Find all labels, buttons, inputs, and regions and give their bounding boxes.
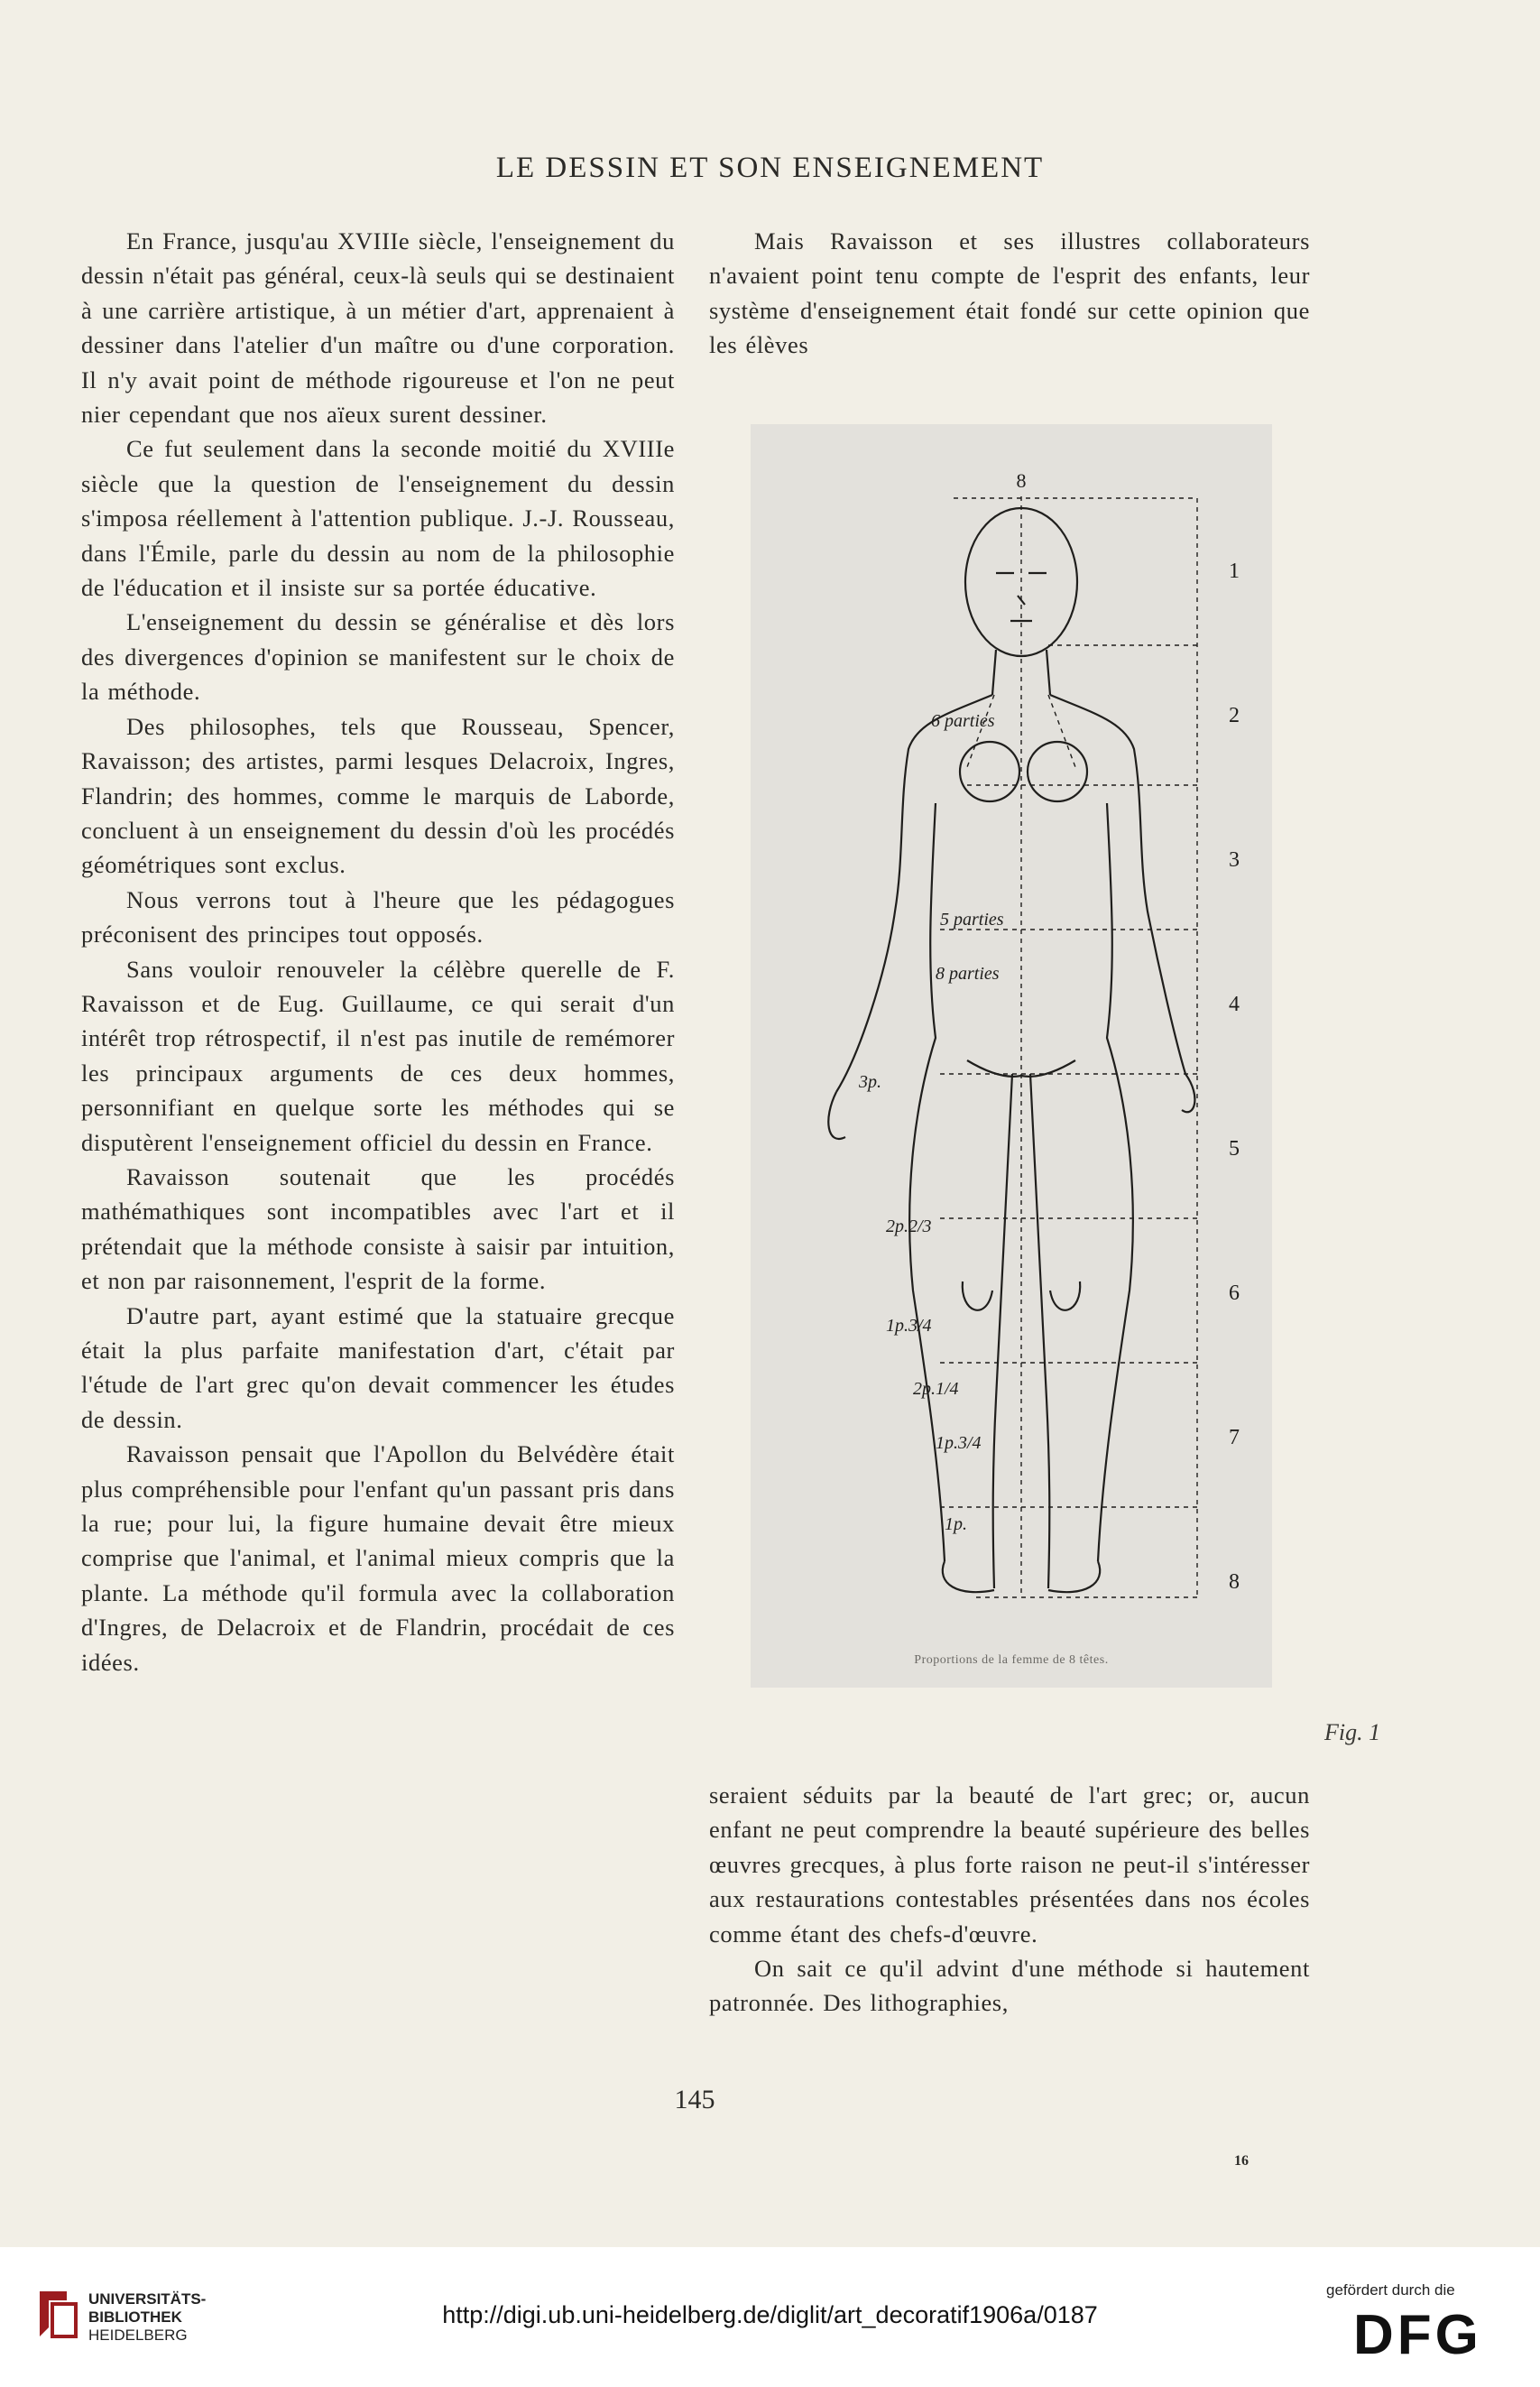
scale-number: 4 [1229,993,1240,1016]
sheet-number: 16 [1234,2153,1249,2169]
footer-bar [0,2247,1540,2387]
figure-annotation: 1p. [945,1514,967,1534]
figure-annotation: 2p.2/3 [886,1217,932,1236]
scale-number: 1 [1229,560,1240,583]
right-column-top [709,224,1310,363]
paragraph: Mais Ravaisson et ses illustres collaborateurs n'avaient point tenu compte de l'esprit des enfants, leur système d'enseignement était fondé sur cette opinion que les élèves [709,227,1310,359]
figure-top-mark: 8 [1016,469,1027,492]
paragraph: En France, jusqu'au XVIIIe siècle, l'enseignement du dessin n'était pas général, ceux-là seuls qui se destinaient à une carrière artistique, à un métier d'art, apprenaient à dessiner dans l'atelier d'un maître ou d'une corporation. Il n'y avait point de méthode rigoureuse et l'on ne peut nier cependant que nos aïeux surent dessiner. [81,227,675,429]
paragraph: seraient séduits par la beauté de l'art grec; or, aucun enfant ne peut comprendre la beauté supérieure des belles œuvres grecques, à plus forte raison ne peut-il s'intéresser aux restaurations contestables présentées dans nos écoles comme étant des chefs-d'œuvre. [709,1781,1310,1948]
proportion-figure-drawing [751,424,1272,1688]
figure-annotation: 1p.3/4 [936,1433,982,1453]
figure-annotation: 8 parties [936,964,1000,984]
paragraph: Ravaisson soutenait que les procédés mathémathiques sont incompatibles avec l'art et il prétendait que la méthode consiste à saisir par intuition, et non par raisonnement, l'esprit de la forme. [81,1162,675,1295]
paragraph: D'autre part, ayant estimé que la statuaire grecque était la plus parfaite manifestation d'art, c'était par l'étude de l'art grec qu'on devait commencer les études de dessin. [81,1301,675,1433]
figure-annotation: 3p. [859,1072,881,1092]
paragraph: L'enseignement du dessin se généralise et dès lors des divergences d'opinion se manifestent sur le choix de la méthode. [81,608,675,706]
figure-annotation: 5 parties [940,910,1004,930]
library-line: UNIVERSITÄTS- [88,2290,207,2308]
right-column-bottom [709,1778,1310,2021]
sponsor-tagline: gefördert durch die [1326,2281,1455,2299]
paragraph: Nous verrons tout à l'heure que les pédagogues préconisent des principes tout opposés. [81,885,675,948]
left-column [81,224,675,1679]
figure-caption: Proportions de la femme de 8 têtes. [914,1653,1109,1667]
paragraph: Sans vouloir renouveler la célèbre querelle de F. Ravaisson et de Eug. Guillaume, ce qui serait d'un intérêt trop rétrospectif, il n'est pas inutile de remémorer les principaux arguments de ces deux hommes, personnifiant en quelque sorte les méthodes qui se disputèrent l'enseignement officiel du dessin en France. [81,955,675,1156]
dfg-logo: DFG [1353,2304,1482,2366]
scale-number: 8 [1229,1570,1240,1594]
running-title: LE DESSIN ET SON ENSEIGNEMENT [495,152,1045,184]
scale-number: 7 [1229,1426,1240,1449]
scale-number: 5 [1229,1137,1240,1161]
figure-annotation: 1p.3/4 [886,1316,932,1336]
page-number: 145 [674,2085,715,2114]
paragraph: On sait ce qu'il advint d'une méthode si hautement patronnée. Des lithographies, [709,1955,1310,2017]
scale-number: 3 [1229,848,1240,872]
figure-annotation: 2p.1/4 [913,1379,959,1399]
figure-label: Fig. 1 [1324,1719,1381,1745]
scale-number: 6 [1229,1281,1240,1305]
paragraph: Des philosophes, tels que Rousseau, Spencer, Ravaisson; des artistes, parmi lesques Delacroix, Ingres, Flandrin; des hommes, comme le marquis de Laborde, concluent à un enseignement du dessin d'où les procédés géométriques sont exclus. [81,712,675,879]
figure-annotation: 6 parties [931,711,995,731]
source-url-link[interactable]: http://digi.ub.uni-heidelberg.de/diglit/art_decoratif1906a/0187 [442,2301,1098,2328]
scale-number: 2 [1229,704,1240,727]
paragraph: Ce fut seulement dans la seconde moitié du XVIIIe siècle que la question de l'enseignement du dessin s'imposa réellement à l'attention publique. J.-J. Rousseau, dans l'Émile, parle du dessin au nom de la philosophie de l'éducation et il insiste sur sa portée éducative. [81,435,675,602]
library-line: BIBLIOTHEK [88,2308,182,2326]
library-line: HEIDELBERG [88,2327,188,2344]
paragraph: Ravaisson pensait que l'Apollon du Belvédère était plus compréhensible pour l'enfant qu'un passant pris dans la rue; pour lui, la figure humaine devait être mieux comprise que l'animal, et l'animal mieux compris que la plante. La méthode qu'il formula avec la collaboration d'Ingres, de Delacroix et de Flandrin, procédait de ces idées. [81,1440,675,1676]
figure-plate [751,424,1272,1688]
